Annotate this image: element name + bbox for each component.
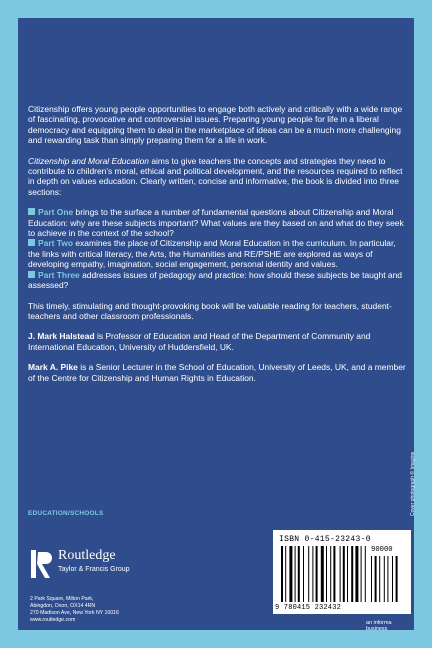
- author-name: Mark A. Pike: [28, 362, 78, 373]
- bullet-square-icon: [28, 271, 35, 278]
- part-name: Part Two: [38, 238, 74, 249]
- address-line: Abingdon, Oxon, OX14 4RN: [30, 603, 96, 609]
- part-name: Part One: [38, 207, 74, 218]
- part-item: [28, 207, 408, 238]
- photo-credit-text: Cover photograph © Imagine: [410, 451, 416, 516]
- book-title-italic: Citizenship and Moral Education: [28, 155, 150, 166]
- part-name: Part Three: [38, 269, 80, 280]
- part-item: [28, 270, 408, 291]
- part-text: brings to the surface a number of fundamental questions about Citizenship and Moral Education: why are these subjects important? What values are they based on and what do they seek to achieve in the context of the school?: [28, 207, 404, 239]
- part-text: examines the place of Citizenship and Moral Education in the curriculum. In particular, the links with critical literacy, the Arts, the Humanities and RE/PSHE are explored as ways of developing empathy, imagination, social engagement, personal identity and values.: [28, 238, 396, 270]
- author-name: J. Mark Halstead: [28, 331, 95, 342]
- author-bio: [28, 331, 408, 352]
- author-bio: [28, 362, 408, 383]
- parts-list: [28, 207, 408, 290]
- routledge-logo-icon: [30, 548, 54, 580]
- publisher-logo: [30, 548, 170, 582]
- publisher-address: [30, 596, 119, 624]
- ean-digits: 9 780415 232432: [275, 604, 342, 612]
- isbn-text: ISBN 0-415-23243-0: [279, 535, 371, 544]
- address-line: 270 Madison Ave, New York NY 10016: [30, 610, 119, 616]
- photo-credit: [402, 416, 416, 516]
- barcode-box: [273, 530, 411, 614]
- bullet-square-icon: [28, 208, 35, 215]
- aims-paragraph: [28, 156, 408, 198]
- subject-category: EDUCATION/SCHOOLS: [28, 510, 104, 517]
- back-cover: [18, 18, 414, 630]
- publisher-group: Taylor & Francis Group: [58, 566, 130, 573]
- author-text: is Professor of Education and Head of the Department of Community and International Education, University of Huddersfield, UK.: [28, 331, 371, 352]
- audience-paragraph: This timely, stimulating and thought-provoking book will be valuable reading for teachers, student-teachers and other classroom professionals.: [28, 300, 392, 321]
- bullet-square-icon: [28, 239, 35, 246]
- aims-text: aims to give teachers the concepts and strategies they need to contribute to children's moral, ethical and political development, and the resources required to reflect in depth on values education. Clearly written, concise and informative, the book is divided into three sections:: [28, 155, 403, 197]
- intro-paragraph: Citizenship offers young people opportunities to engage both actively and critically with a wide range of fascinating, provocative and controversial issues. Preparing young people for life in a liberal democracy and equipping them to deal in the marketplace of ideas can be a much more challenging and rewarding task than simply preparing them for a life in work.: [28, 104, 403, 146]
- part-item: [28, 238, 408, 269]
- author-text: is a Senior Lecturer in the School of Education, University of Leeds, UK, and a member of the Centre for Citizenship and Human Rights in Education.: [28, 362, 406, 383]
- price-code: 90000: [371, 546, 393, 554]
- address-line: 2 Park Square, Milton Park,: [30, 596, 94, 602]
- barcode-icon: [273, 530, 411, 614]
- informa-business: an informa business: [366, 620, 392, 632]
- address-line: www.routledge.com: [30, 617, 76, 623]
- part-text: addresses issues of pedagogy and practice: how should these subjects be taught and assessed?: [28, 269, 402, 291]
- blurb: [28, 104, 408, 393]
- publisher-wordmark: Routledge: [58, 548, 116, 563]
